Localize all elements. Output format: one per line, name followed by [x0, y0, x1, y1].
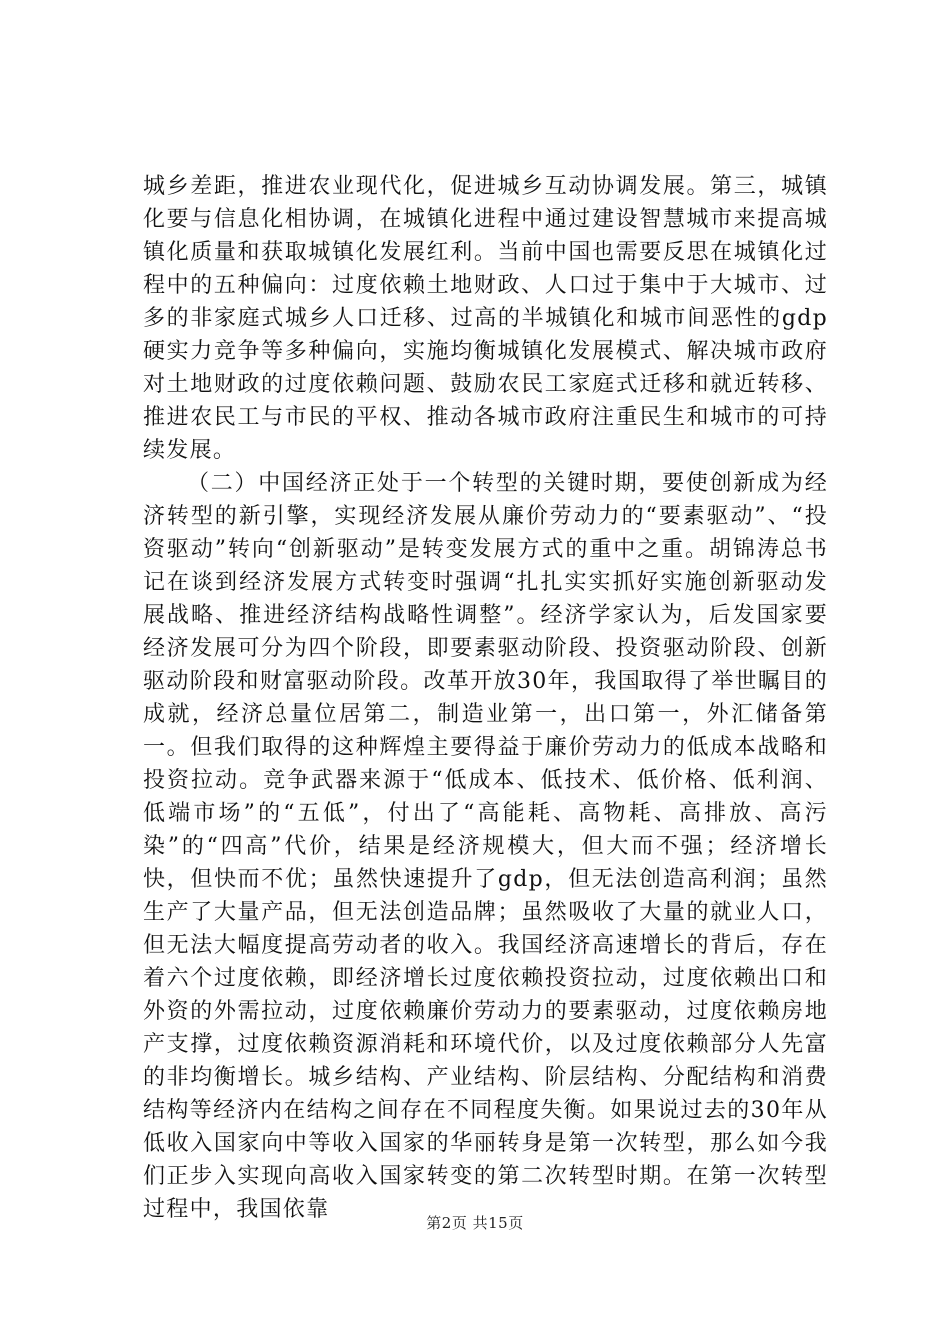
page-footer: 第2页 共15页: [426, 1214, 524, 1232]
paragraph-urbanization: 城乡差距，推进农业现代化，促进城乡互动协调发展。第三，城镇化要与信息化相协调，在城镇化进程中通过建设智慧城市来提高城镇化质量和获取城镇化发展红利。当前中国也需要反思在城镇化过程中的五种偏向：过度依赖土地财政、人口过于集中于大城市、过多的非家庭式城乡人口迁移、过高的半城镇化和城市间恶性的gdp硬实力竞争等多种偏向，实施均衡城镇化发展模式、解决城市政府对土地财政的过度依赖问题、鼓励农民工家庭式迁移和就近转移、推进农民工与市民的平权、推动各城市政府注重民生和城市的可持续发展。: [143, 174, 828, 463]
document-body: [143, 170, 828, 1226]
paragraph-economic-transformation: （二）中国经济正处于一个转型的关键时期，要使创新成为经济转型的新引擎，实现经济发展从廉价劳动力的“要素驱动”、“投资驱动”转向“创新驱动”是转变发展方式的重中之重。胡锦涛总书记在谈到经济发展方式转变时强调“扎扎实实抓好实施创新驱动发展战略、推进经济结构战略性调整”。经济学家认为，后发国家要经济发展可分为四个阶段，即要素驱动阶段、投资驱动阶段、创新驱动阶段和财富驱动阶段。改革开放30年，我国取得了举世瞩目的成就，经济总量位居第二，制造业第一，出口第一，外汇储备第一。但我们取得的这种辉煌主要得益于廉价劳动力的低成本战略和投资拉动。竞争武器来源于“低成本、低技术、低价格、低利润、低端市场”的“五低”，付出了“高能耗、高物耗、高排放、高污染”的“四高”代价，结果是经济规模大，但大而不强；经济增长快，但快而不优；虽然快速提升了gdp，但无法创造高利润；虽然生产了大量产品，但无法创造品牌；虽然吸收了大量的就业人口，但无法大幅度提高劳动者的收入。我国经济高速增长的背后，存在着六个过度依赖，即经济增长过度依赖投资拉动，过度依赖出口和外资的外需拉动，过度依赖廉价劳动力的要素驱动，过度依赖房地产支撑，过度依赖资源消耗和环境代价，以及过度依赖部分人先富的非均衡增长。城乡结构、产业结构、阶层结构、分配结构和消费结构等经济内在结构之间存在不同程度失衡。如果说过去的30年从低收入国家向中等收入国家的华丽转身是第一次转型，那么如今我们正步入实现向高收入国家转变的第二次转型时期。在第一次转型过程中，我国依靠: [143, 471, 828, 1222]
